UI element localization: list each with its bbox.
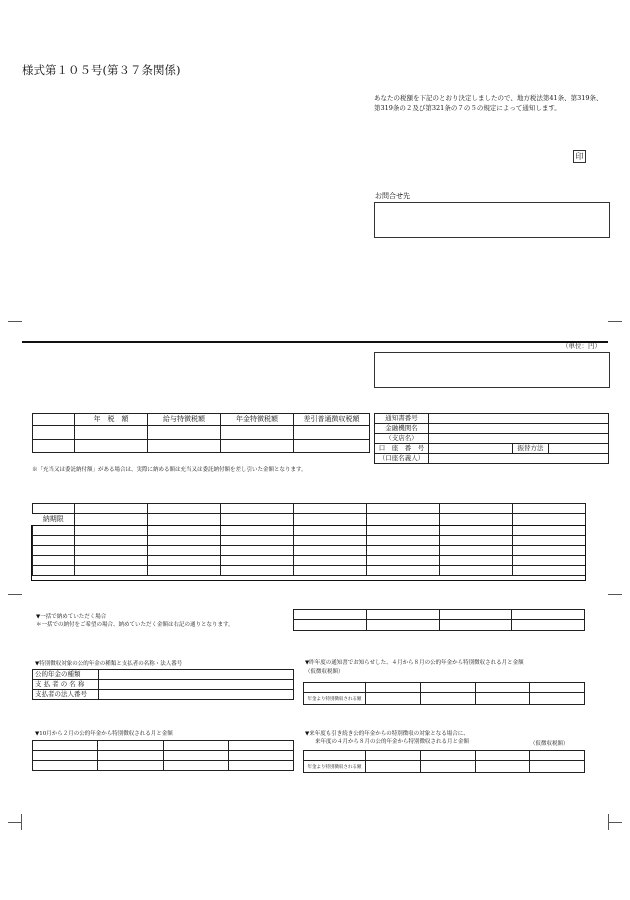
unit-label: （単位：円） [562,342,601,350]
address-box [374,352,610,388]
bank-label-branch: （支店名） [375,434,429,444]
bank-value-transfer [549,444,609,454]
next-year-line-1: ▼来年度も引き続き公的年金からの特別徴収の対象となる場合に、 [305,731,469,737]
seal-mark [573,150,586,163]
notice-line-1: あなたの税額を下記のとおり決定しましたので、地方税法第41条、第319条、 [374,94,603,102]
apr-aug-row [304,683,585,693]
bank-value-notice-no [429,414,609,424]
pension-label-type: 公的年金の種類 [33,670,99,680]
fold-mark-right-2 [608,594,622,595]
bank-label-transfer: 振替方法 [513,444,549,454]
bank-info-table [374,413,609,464]
tax-header-pension: 年金特徴税額 [221,414,294,426]
seal-mark-char: 印 [575,152,584,161]
notice-text [374,95,624,113]
form-id: 様式第１０５号(第３７条関係) [22,63,181,77]
pension-label-payer: 支 払 者 の 名 称 [33,680,99,690]
tax-header-ordinary: 差引普通徴収税額 [294,414,370,426]
bank-value-branch [429,434,609,444]
tax-header-blank [33,414,75,426]
fold-mark-right-1 [608,321,622,322]
lump-sum-line-2: ＊一括での納付をご希望の場合、納めていただく金額は右記の通りとなります。 [36,622,234,629]
bank-value-institution [429,424,609,434]
next-year-tag: （仮徴収税額） [530,741,569,747]
contact-box [374,202,610,238]
lump-sum-row [294,610,585,620]
pension-section-title: ▼特別徴収対象の公的年金の種類と支払者の名称・法人番号 [35,661,183,667]
next-year-table [303,750,585,773]
apr-aug-title [305,660,524,676]
tax-row [33,440,370,453]
oct-feb-table [32,740,294,771]
lump-sum-line-1: ▼一括で納めていただく場合 [36,614,107,620]
apr-aug-table [303,682,585,705]
next-year-line-2: 来年度の４月から８月の公的年金から特別徴収される月と金額 [315,739,470,746]
bank-value-account-no [429,444,513,454]
offset-note: ※「充当又は委託納付額」がある場合は、実際に納める額は充当又は委託納付額を差し引いた金額となります。 [32,467,307,473]
apr-aug-subtitle: （仮徴収税額） [305,669,344,676]
lump-sum-text [36,614,234,629]
apr-aug-title-line: ▼昨年度の通知書でお知らせした、４月から８月の公的年金から特別徴収される月と金額 [305,660,524,666]
bank-label-notice-no: 通知書番号 [375,414,429,424]
notice-line-2: 第319条の２及び第321条の７の５の規定によって通知します。 [374,103,561,112]
fold-mark-left-1 [8,321,22,322]
oct-feb-row [33,761,294,771]
tax-header-annual: 年 税 額 [75,414,148,426]
oct-feb-row [33,741,294,751]
tax-amount-table [32,413,370,453]
schedule-box-outline [31,525,586,581]
oct-feb-title: ▼10月から２月の公的年金から特別徴収される月と金額 [35,731,173,737]
tax-header-salary: 給与特徴税額 [148,414,221,426]
pension-info-table [32,669,294,700]
section-separator [22,341,608,343]
tax-row [33,426,370,440]
pension-label-corp-no: 支払者の法人番号 [33,690,99,700]
apr-aug-row-label: 年金より特別徴収される額 [304,693,366,705]
lump-sum-row [294,620,585,631]
contact-label: お問合せ先 [375,192,410,200]
next-year-row [304,751,585,761]
corner-mark-bl-h [8,822,22,823]
next-year-row-label: 年金より特別徴収される額 [304,761,366,773]
fold-mark-left-2 [8,594,22,595]
schedule-row [33,504,586,514]
oct-feb-row [33,751,294,761]
corner-mark-bl-v [21,814,22,830]
lump-sum-table [293,609,585,631]
bank-label-holder: （口座名義人） [375,454,429,464]
schedule-due-label: 納期限 [33,514,75,526]
corner-mark-br-h [608,822,622,823]
bank-label-institution: 金融機関名 [375,424,429,434]
corner-mark-br-v [608,814,609,830]
bank-value-holder [429,454,609,464]
bank-label-account-no: 口 座 番 号 [375,444,429,454]
next-year-title [305,731,469,746]
